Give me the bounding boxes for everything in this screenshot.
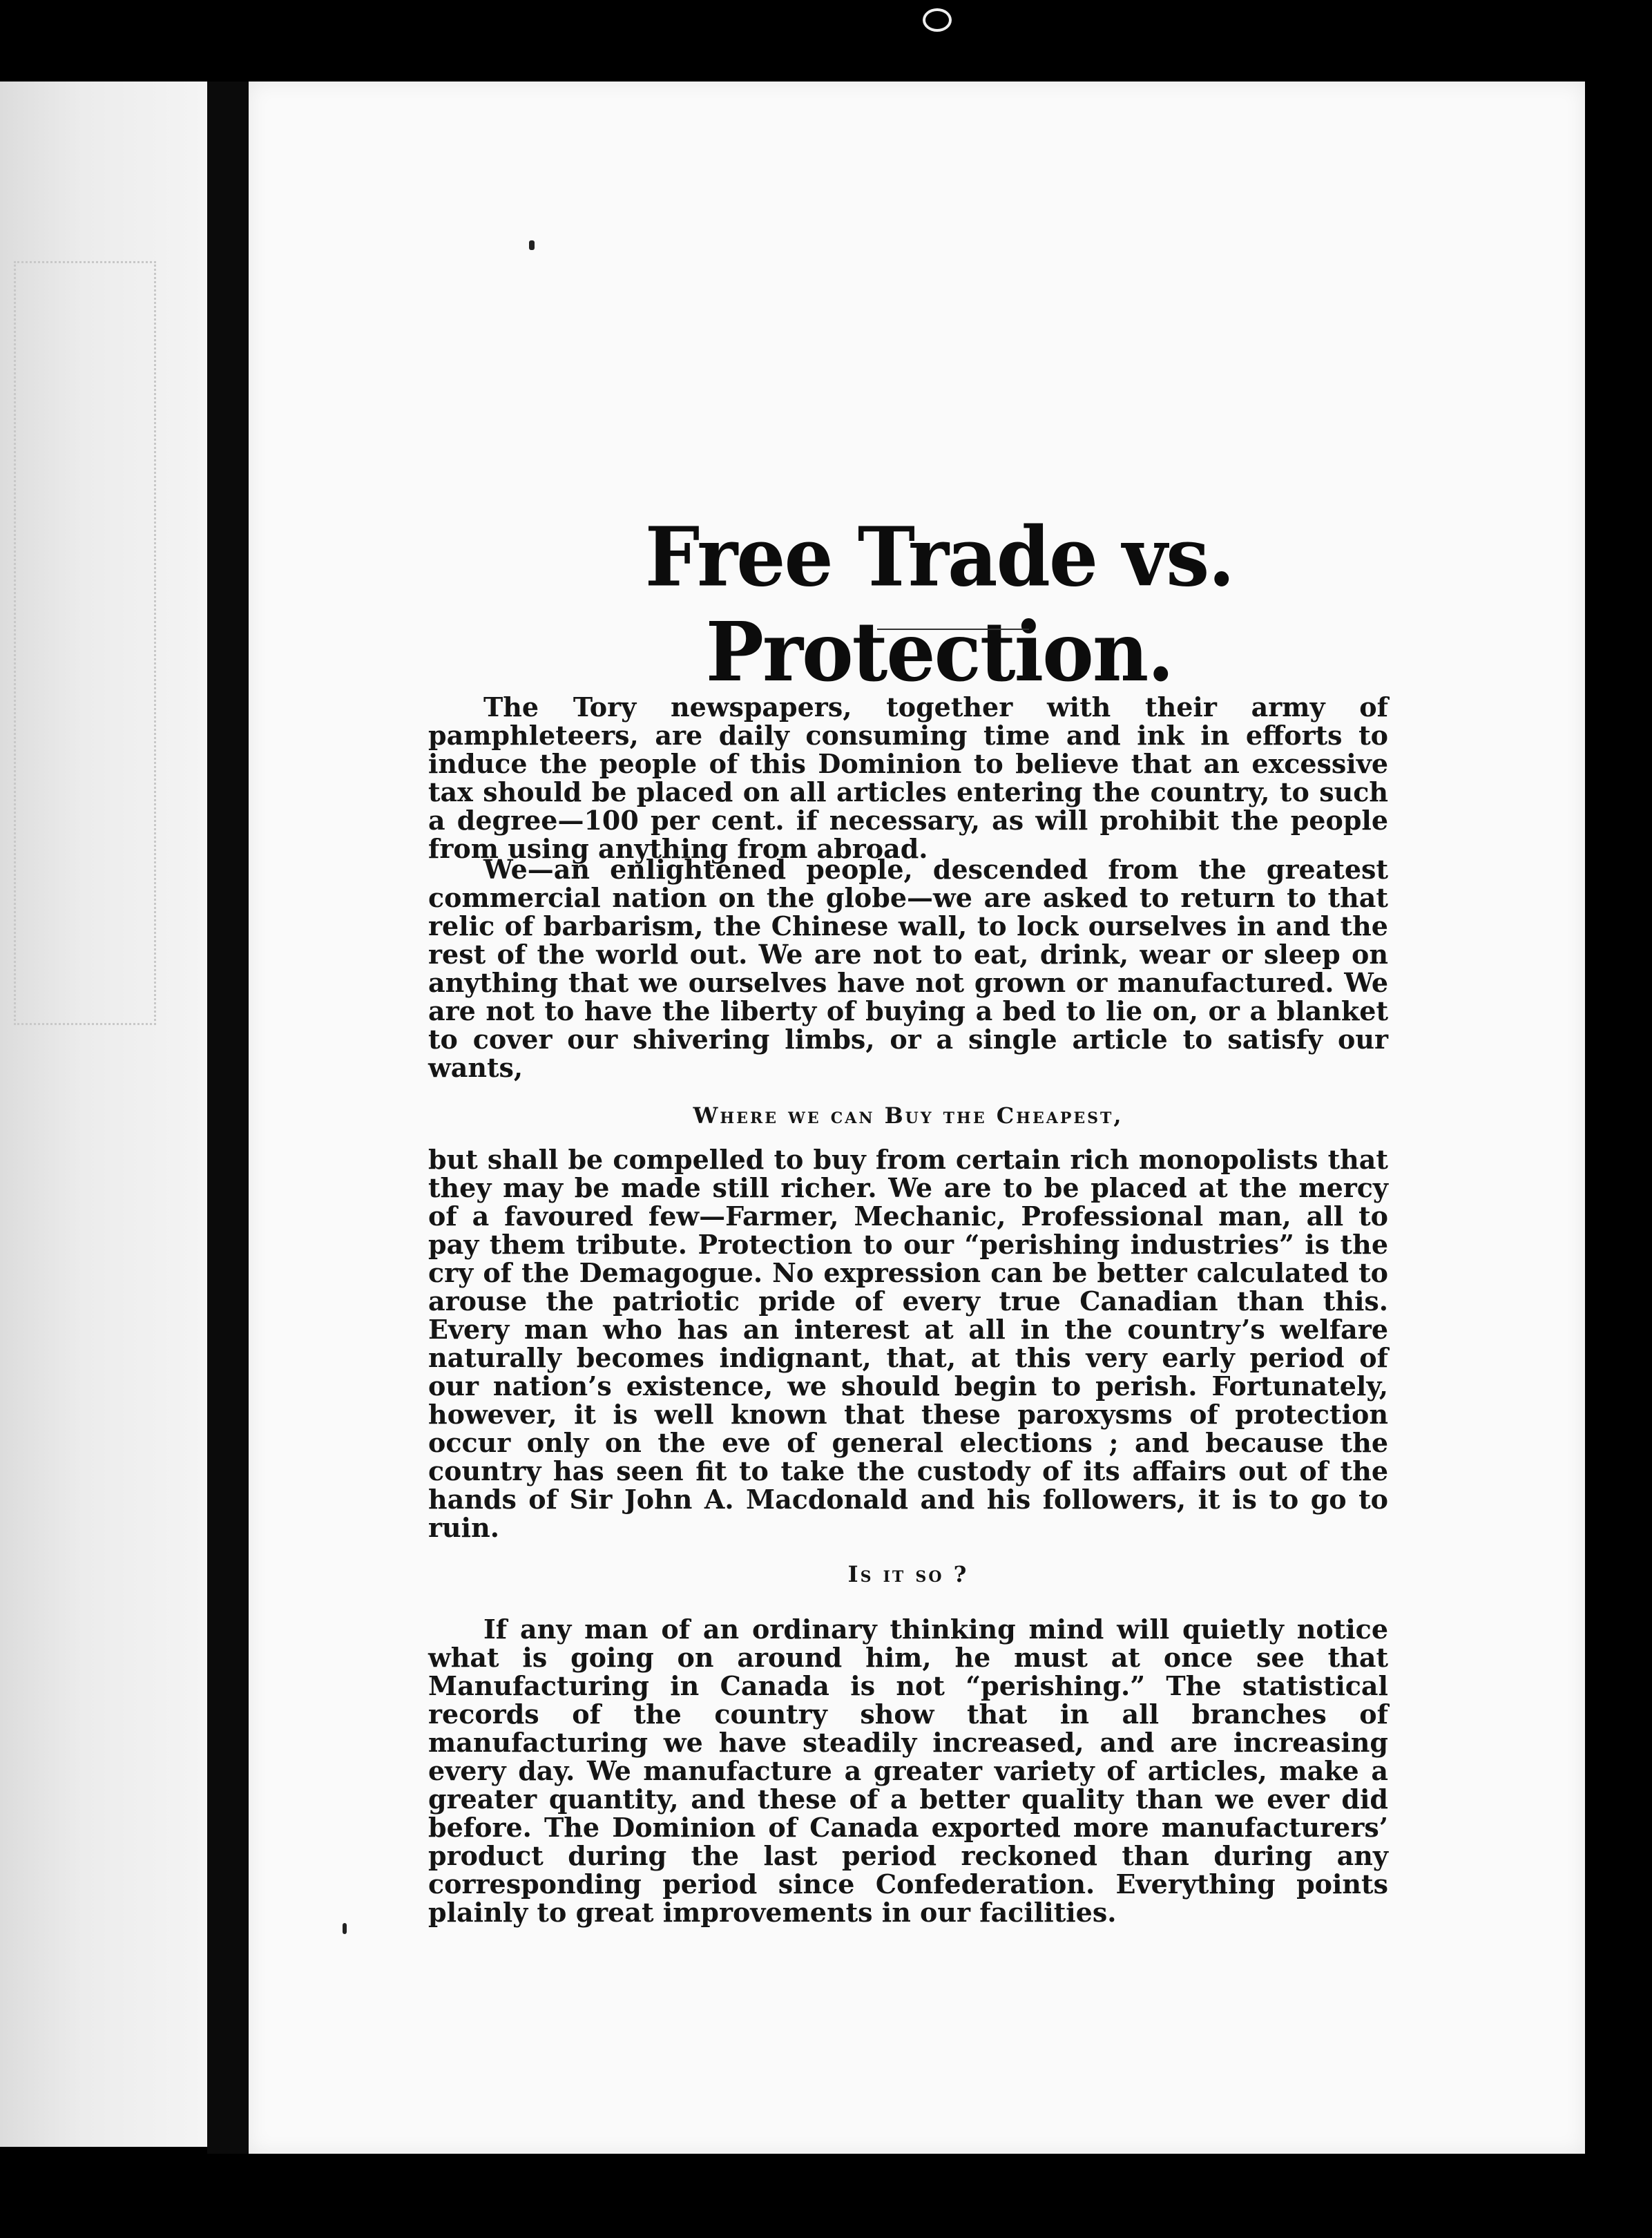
section-heading-cheapest: Where we can Buy the Cheapest, — [693, 1102, 1124, 1129]
paragraph-3: but shall be compelled to buy from certain rich monopolists that they may be made still richer. We are to be placed at the mercy of a favoured few—Farmer, Mechanic, Professional man, all to pay them tribute. Protection to our “perishing industries” is the cry of the Demagogue. No expression can be better calculated to arouse the patriotic pride of every true Canadian than this. Every man who has an interest at all in the country’s welfare naturally becomes indignant, that, at this very early period of our nation’s existence, we should begin to perish. Fortunately, however, it is well known that these paroxysms of protection occur only on the eve of general elections ; and because the country has seen fit to take the custody of its affairs out of the hands of Sir John A. Macdonald and his followers, it is to go to ruin. — [428, 1144, 1388, 1543]
paragraph-2: We—an enlightened people, descended from the greatest commercial nation on the globe—we are asked to return to that relic of barbarism, the Chinese wall, to lock ourselves in and the rest of the world out. We are not to eat, drink, wear or sleep on anything that we ourselves have not grown or manufactured. We are not to have the liberty of buying a bed to lie on, or a blanket to cover our shivering limbs, or a single article to satisfy our wants, — [428, 854, 1388, 1083]
film-bottom-border — [0, 2154, 1652, 2238]
film-sprocket-mark — [923, 8, 952, 32]
film-top-border — [0, 0, 1652, 75]
paragraph-1: The Tory newspapers, together with their army of pamphleteers, are daily consuming time and ink in efforts to induce the people of this Dominion to believe that an excessive tax should be placed on all articles entering the country, to such a degree—100 per cent. if necessary, as will prohibit the people from using anything from abroad. — [428, 691, 1388, 864]
adjacent-page-ghost-frame — [14, 261, 156, 1025]
page-gutter — [207, 82, 249, 2154]
ink-speck — [343, 1923, 347, 1934]
ink-speck — [529, 240, 535, 250]
section-heading-is-it-so: Is it so ? — [847, 1561, 969, 1587]
adjacent-page-edge — [0, 82, 207, 2147]
film-right-border — [1585, 0, 1652, 2238]
document-title: Free Trade vs. Protection. — [644, 510, 1234, 700]
title-rule — [877, 629, 1029, 630]
paragraph-4: If any man of an ordinary thinking mind will quietly notice what is going on around him, he must at once see that Manufacturing in Canada is not “perishing.” The statistical records of the country show that in all branches of manufacturing we have steadily increased, and are increasing every day. We manufacture a greater variety of articles, make a greater quantity, and these of a better quality than we ever did before. The Dominion of Canada exported more manufacturers’ product during the last period reckoned than during any corresponding period since Confederation. Everything points plainly to great improvements in our facilities. — [428, 1614, 1388, 1928]
